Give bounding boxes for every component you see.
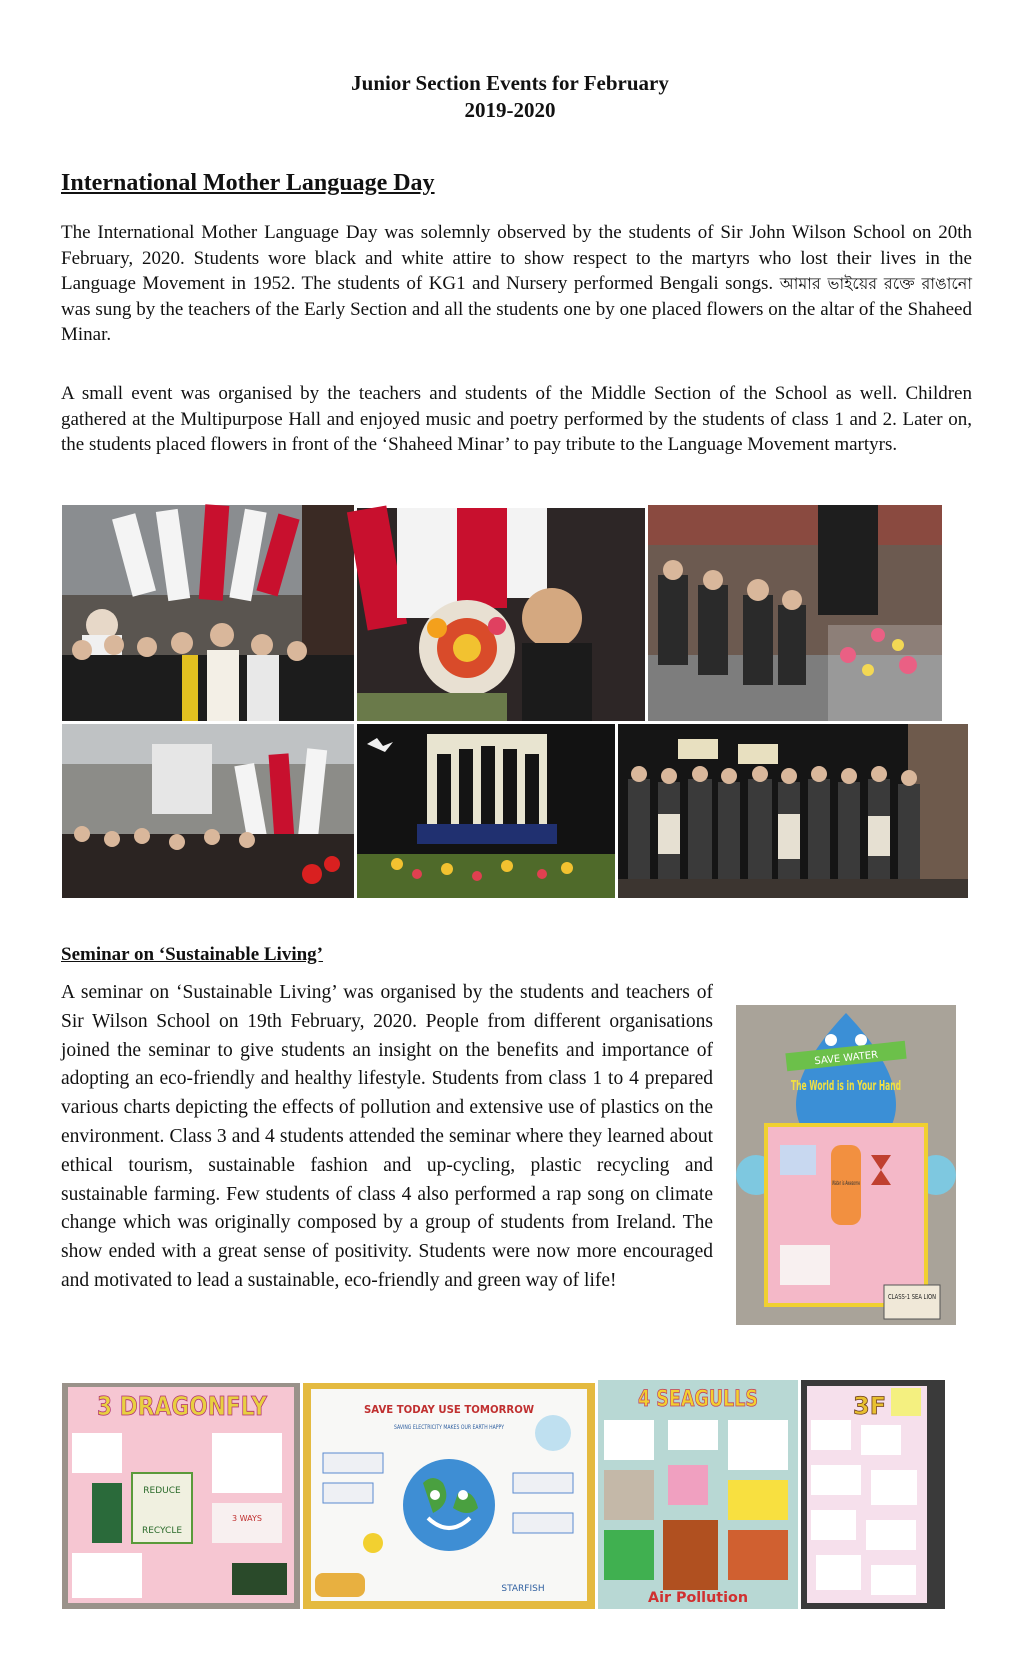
page-title-line2: 2019-2020 <box>464 98 556 122</box>
paragraph-mother-language-2: A small event was organised by the teachers and students of the Middle Section of the School as well. Children gathered at the Multipurpose Hall and enjoyed music and poetry performed by the students of class 1 and 2. Later on, the students placed flowers in front of the ‘Shaheed Minar’ to pay tribute to the Language Movement martyrs. <box>61 383 972 455</box>
poster-ways-text: 3 WAYS <box>232 1514 262 1523</box>
paragraph-sustainable-living: A seminar on ‘Sustainable Living’ was organised by the students and teachers of Sir Wilson School on 19th February, 2020. People from different organisations joined the seminar to give students an insight on the benefits and importance of adopting an eco-friendly and healthy lifestyle. Students from class 1 to 4 prepared various charts depicting the effects of pollution and extensive use of plastics on the environment. Class 3 and 4 students attended the seminar where they learned about ethical tourism, sustainable fashion and up-cycling, plastic recycling and sustainable farming. Few students of class 4 also performed a rap song on climate change which was originally composed by a group of students from Ireland. The show ended with a great sense of positivity. Students were now more encouraged and motivated to lead a sustainable, eco-friendly and green way of life! <box>61 982 713 1291</box>
photo-3f-poster <box>801 1380 945 1609</box>
poster-dragonfly-title: 3 DRAGONFLY <box>97 1392 268 1422</box>
photo-dragonfly-poster <box>62 1383 300 1609</box>
photo-boy-with-flower-bouquet <box>357 508 645 721</box>
paragraph-text-part2: was sung by the teachers of the Early Section and all the students one by one placed flowers on the altar of the Shaheed Minar. <box>61 298 972 345</box>
poster-save-today-subtitle: SAVING ELECTRICITY MAKES OUR EARTH HAPPY <box>394 1424 505 1431</box>
poster-headline: The World is in Your Hand <box>791 1079 901 1094</box>
paragraph-mother-language-1 <box>61 220 972 348</box>
poster-save-today-title: SAVE TODAY USE TOMORROW <box>364 1403 534 1416</box>
poster-banner-text: SAVE WATER <box>813 1049 879 1068</box>
poster-air-pollution-footer: Air Pollution <box>648 1590 748 1606</box>
section-heading-sustainable-living: Seminar on ‘Sustainable Living’ <box>61 944 324 965</box>
photo-save-water-poster <box>736 1005 956 1325</box>
photo-stage-shaheed-minar <box>357 724 615 898</box>
poster-3f-title: 3F <box>853 1392 887 1420</box>
photo-crowd-at-shaheed-minar <box>62 724 354 898</box>
photo-seagulls-air-pollution-poster <box>598 1380 798 1609</box>
page-title-line1: Junior Section Events for February <box>351 71 669 95</box>
photo-save-today-poster <box>303 1383 595 1609</box>
poster-starfish-tag: STARFISH <box>501 1584 545 1594</box>
poster-seagulls-title: 4 SEAGULLS <box>638 1387 758 1412</box>
photo-children-in-front-of-alphabet-banners <box>62 505 354 721</box>
page-title <box>0 70 1020 124</box>
bengali-song-title: আমার ভাইয়ের রক্তে রাঙানো <box>779 274 972 293</box>
section-heading-mother-language-day: International Mother Language Day <box>61 170 435 196</box>
photo-children-placing-flowers <box>648 505 942 721</box>
poster-drop-text: Water is Awesome <box>832 1180 861 1187</box>
poster-class-tag: CLASS-1 SEA LION <box>888 1293 936 1301</box>
paragraph-text-part1: The International Mother Language Day was solemnly observed by the students of Sir John Wilson School on 20th February, 2020. Students wore black and white attire to show respect to the martyrs who lost their lives in the Language Movement in 1952. The students of KG1 and Nursery performed Bengali songs. <box>61 222 972 294</box>
photo-students-performing-on-stage <box>618 724 968 898</box>
poster-recycle-text: RECYCLE <box>141 1526 183 1536</box>
poster-reduce-text: REDUCE <box>143 1486 181 1496</box>
